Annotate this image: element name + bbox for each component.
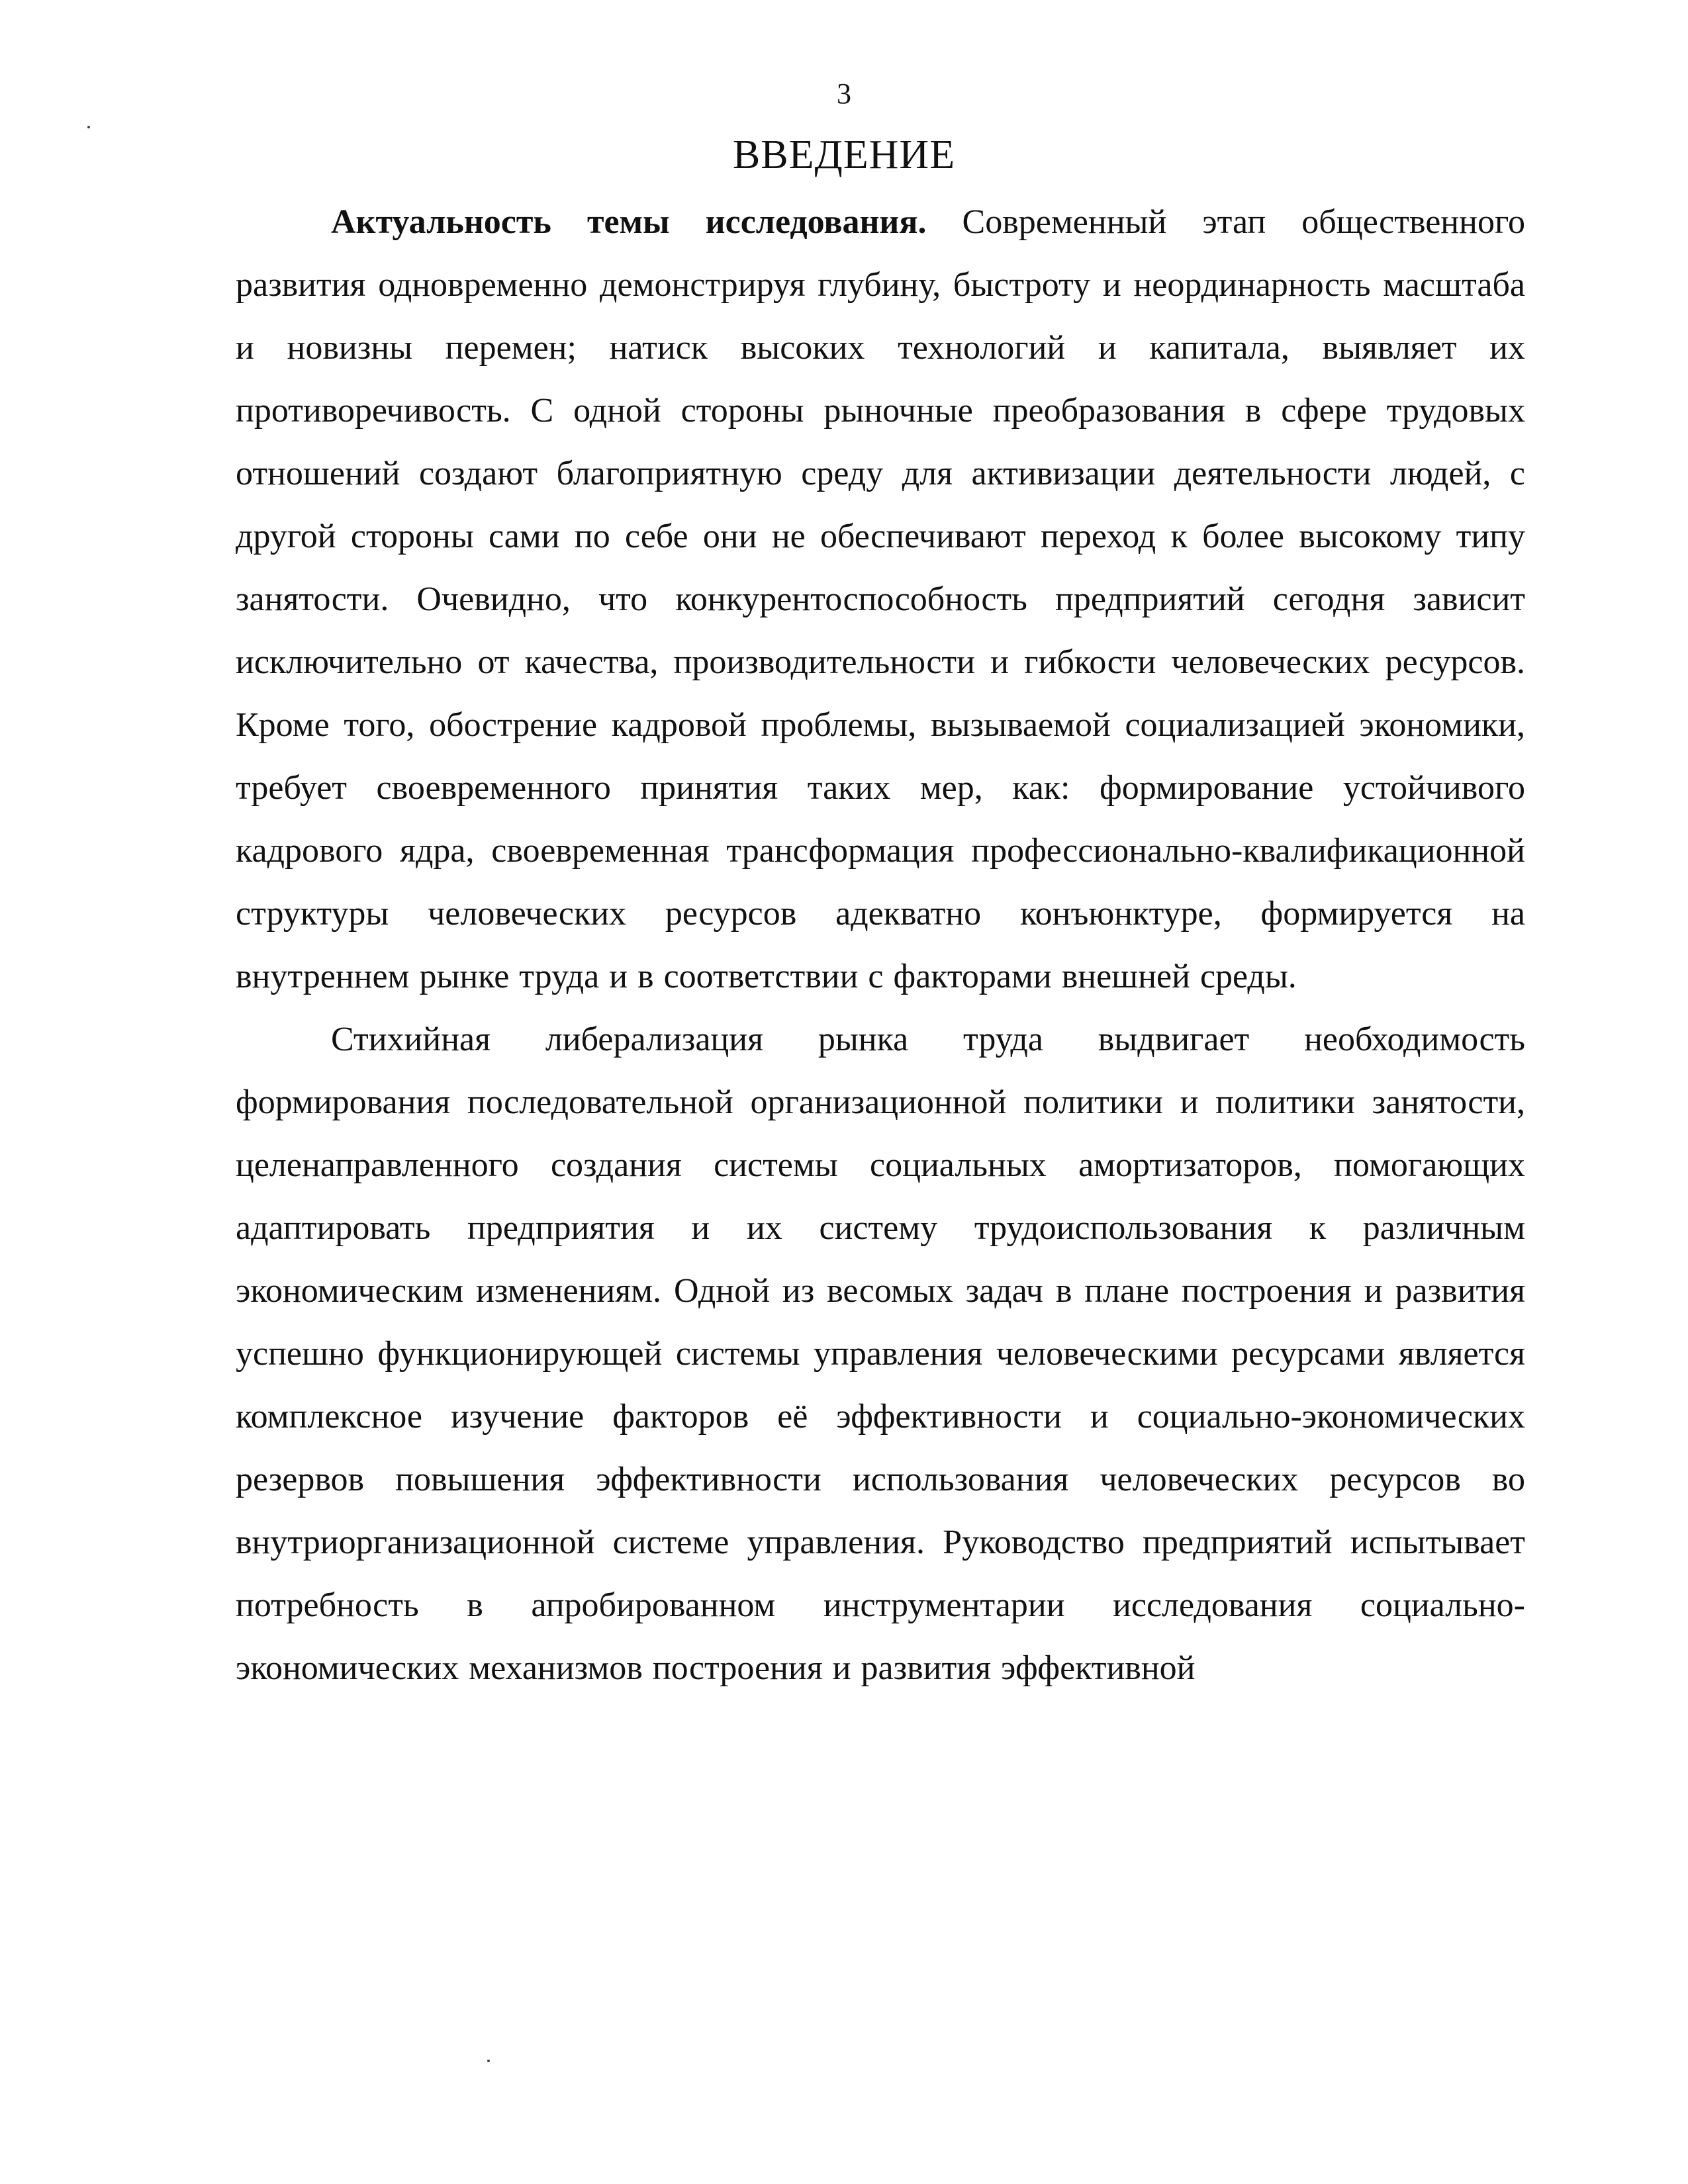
paragraph-relevance (236, 191, 1525, 1008)
paragraph-text: Современный этап общественного развития одновременно демонстрируя глубину, быстроту и неординарность масштаба и новизны перемен; натиск высоких технологий и капитала, выявляет их противоречивость. С одной стороны рыночные преобразования в сфере трудовых отношений создают благоприятную среду для активизации деятельности людей, с другой стороны сами по себе они не обеспечивают переход к более высокому типу занятости. Очевидно, что конкурентоспособность предприятий сегодня зависит исключительно от качества, производительности и гибкости человеческих ресурсов. Кроме того, обострение кадровой проблемы, вызываемой социализацией экономики, требует своевременного принятия таких мер, как: формирование устойчивого кадрового ядра, своевременная трансформация профессионально-квалификационной структуры человеческих ресурсов адекватно конъюнктуре, формируется на внутреннем рынке труда и в соответствии с факторами внешней среды. (236, 203, 1525, 995)
paragraph-text: Стихийная либерализация рынка труда выдвигает необходимость формирования последовательной организационной политики и политики занятости, целенаправленного создания системы социальных амортизаторов, помогающих адаптировать предприятия и их систему трудоиспользования к различным экономическим изменениям. Одной из весомых задач в плане построения и развития успешно функционирующей системы управления человеческими ресурсами является комплексное изучение факторов её эффективности и социально-экономических резервов повышения эффективности использования человеческих ресурсов во внутриорганизационной системе управления. Руководство предприятий испытывает потребность в апробированном инструментарии исследования социально-экономических механизмов построения и развития эффективной (236, 1021, 1525, 1687)
paragraph-lead: Актуальность темы исследования. (331, 203, 927, 241)
paragraph-liberalization (236, 1008, 1525, 1700)
page-number: 3 (837, 77, 851, 110)
scan-speck (487, 2060, 490, 2062)
document-body (236, 191, 1525, 1700)
scan-speck (87, 126, 90, 128)
page-title: ВВЕДЕНИЕ (732, 132, 956, 177)
